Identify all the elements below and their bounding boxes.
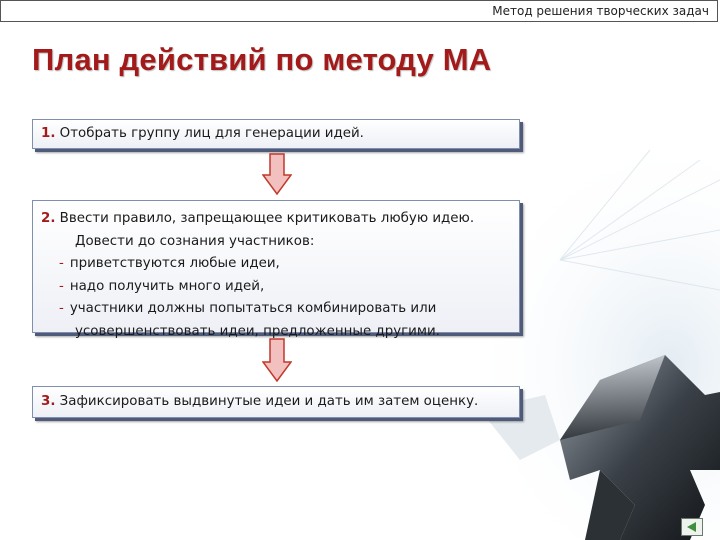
slide-title: План действий по методу МА — [32, 42, 492, 77]
step-2-bullet-3: участники должны попытаться комбинировать или — [69, 301, 437, 317]
step-1-number: 1. — [41, 126, 56, 141]
list-item: - надо получить много идей, — [59, 278, 265, 294]
step-2-number: 2. — [41, 211, 56, 226]
step-2-continuation: Довести до сознания участников: — [75, 233, 315, 249]
list-item: - приветствуются любые идеи, — [59, 256, 280, 272]
step-1-text: Отобрать группу лиц для генерации идей. — [59, 126, 364, 141]
header-title: Метод решения творческих задач — [492, 4, 709, 18]
header-bar — [0, 0, 718, 22]
step-2-first-line — [41, 208, 511, 231]
back-nav-icon[interactable] — [681, 518, 703, 536]
list-item: - участники должны попытаться комбинировать или — [59, 301, 437, 317]
step-2-bullet-1: приветствуются любые идеи, — [69, 256, 280, 272]
step-3-box — [32, 386, 520, 418]
down-arrow-icon — [262, 338, 292, 382]
step-2-box — [32, 200, 520, 339]
step-1-box — [32, 119, 520, 149]
step-3-text: Зафиксировать выдвинутые идеи и дать им затем оценку. — [59, 394, 479, 409]
step-2-bullet-continuation: усовершенствовать идеи, предложенные другими. — [75, 323, 440, 339]
step-2-bullet-2: надо получить много идей, — [69, 278, 265, 294]
step-3-number: 3. — [41, 394, 56, 409]
down-arrow-icon — [262, 153, 292, 195]
step-2-text: Ввести правило, запрещающее критиковать любую идею. — [59, 211, 475, 226]
